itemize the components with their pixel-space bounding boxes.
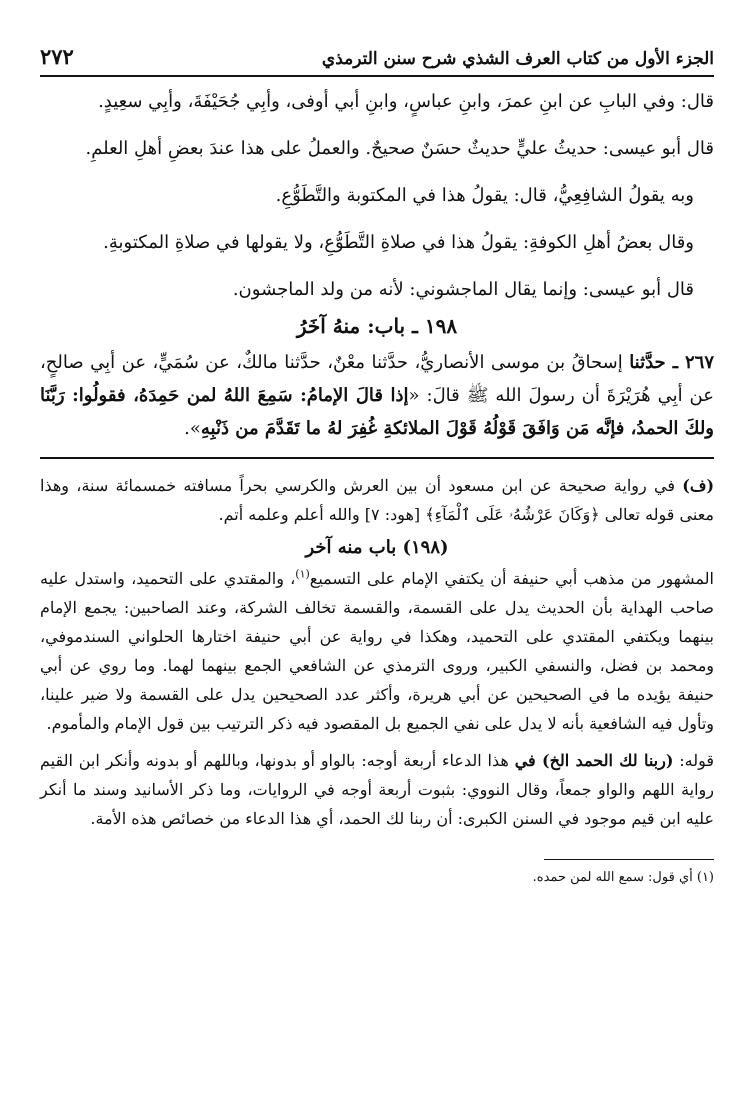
- main-text: [40, 85, 714, 445]
- commentary-p2-quote: (ربنا لك الحمد الخ) في: [514, 751, 674, 770]
- paragraph-kufa: وقال بعضُ أهلِ الكوفةِ: يقولُ هذا في صلاةِ التَّطَوُّعِ، ولا يقولها في صلاةِ المكتوبةِ.: [103, 232, 694, 253]
- footnote-rule: [544, 859, 714, 860]
- commentary-p2-start: قوله:: [673, 751, 715, 770]
- footnote-ref[interactable]: (١): [295, 567, 310, 581]
- hadith-isnad: إسحاقُ بن موسى الأنصاريُّ، حدَّثنا معْنٌ، حدَّثنا مالكٌ، عن سُمَيٍّ، عن أبِي صالحٍ، عن أبِي هُرَيْرَةَ أن رسولَ الله ﷺ قالَ: «: [40, 352, 714, 406]
- paragraph-shafii: وبه يقولُ الشافِعِيُّ، قال: يقولُ هذا في المكتوبة والتَّطَوُّعِ.: [275, 185, 694, 206]
- commentary: [40, 471, 714, 833]
- hadith-close: ».: [184, 418, 201, 439]
- section-divider: [40, 457, 714, 459]
- footnote-1: (١) أي قول: سمع الله لمن حمده.: [532, 870, 714, 885]
- paragraph-majishuni: قال أبو عيسى: وإنما يقال الماجشوني: لأنه من ولد الماجشون.: [232, 279, 694, 300]
- commentary-p1-start: المشهور من مذهب أبي حنيفة أن يكتفي الإمام على التسميع: [309, 569, 714, 588]
- commentary-paragraph-1: [40, 564, 714, 738]
- commentary-note: [40, 471, 714, 529]
- paragraph-chapter-refs: قال: وفي البابِ عن ابنِ عمرَ، وابنِ عباسٍ، وابنِ أبي أوفى، وأبِي جُحَيْفَةَ، وأبِي سعِيدٍ.: [98, 91, 714, 112]
- hadith-number: ٢٦٧ ـ حدَّثنا: [629, 352, 714, 373]
- hadith-267: [40, 346, 714, 445]
- paragraph-abu-isa-grading: قال أبو عيسى: حديثُ عليٍّ حديثٌ حسَنٌ صحيحٌ. والعملُ على هذا عندَ بعضِ أهلِ العلمِ.: [85, 138, 714, 159]
- page-header: [40, 0, 714, 77]
- running-title: الجزء الأول من كتاب العرف الشذي شرح سنن الترمذي: [321, 49, 714, 69]
- commentary-p1-rest: ، والمقتدي على التحميد، واستدل عليه صاحب الهداية بأن الحديث يدل على القسمة، والقسمة تخالف الشركة، وعند الصاحبين: يجمع الإمام بينهما ويكتفي المقتدي على التحميد، وهكذا في رواية عن أبي حنيفة اختارها الحلواني السندموفي، ومحمد بن فضل، والنسفي الكبير، وروى الترمذي عن الشافعي الجمع بينهما لهما. وما روي عن أبي حنيفة يؤيده ما في الصحيحين عن أبي هريرة، وأكثر عدد الصحيحين يدل على القسمة ولا ضير علينا، وتأول فيه الشافعية بأنه لا يدل على نفي الجميع بل المقصود فيه ذكر الترتيب بين قول الإمام والمأموم.: [40, 569, 715, 733]
- note-text: في رواية صحيحة عن ابن مسعود أن بين العرش والكرسي بحراً مسافته خمسمائة سنة، وهذا معنى قوله تعالى ﴿وَكَانَ عَرْشُهُۥ عَلَى ٱلْمَآءِ﴾ [هود: ٧] والله أعلم وعلمه أتم.: [40, 476, 714, 524]
- hadith-matn: إذا قالَ الإمامُ: سَمِعَ اللهُ لمن حَمِدَهُ، فقولُوا: رَبَّنَا ولكَ الحمدُ، فإنَّه مَن وَافَقَ قَوْلُهُ قَوْلَ الملائكةِ غُفِرَ لهُ ما تَقَدَّمَ من ذَنْبِهِ: [40, 385, 714, 439]
- commentary-p2-rest: هذا الدعاء أربعة أوجه: بالواو أو بدونها، وباللهم أو بدونه وأنكر ابن القيم رواية اللهم والواو جمعاً، وقال النووي: بثبوت أربعة أوجه في الروايات، وما ذكر الأسانيد وسند ما أنكر عليه ابن قيم موجود في السنن الكبرى: أن ربنا لك الحمد، أي هذا الدعاء من خصائص هذه الأمة.: [40, 751, 714, 828]
- footnotes: [40, 859, 714, 888]
- page-number: ٢٧٢: [40, 44, 74, 69]
- commentary-heading: (١٩٨) باب منه آخر: [305, 537, 449, 558]
- commentary-paragraph-2: [40, 746, 714, 833]
- chapter-heading: ١٩٨ ـ باب: منهُ آخَرُ: [296, 314, 458, 338]
- note-marker: (ف): [682, 476, 715, 495]
